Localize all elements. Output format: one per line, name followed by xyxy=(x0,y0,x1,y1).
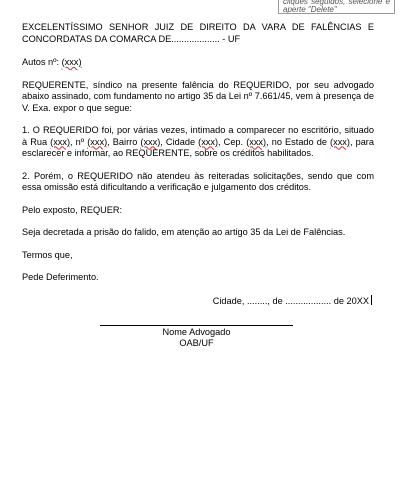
request-paragraph: Seja decretada a prisão do falido, em atenção ao artigo 35 da Lei de Falências. xyxy=(22,227,346,237)
autos-value: (xxx) xyxy=(61,57,82,67)
request-intro: Pelo exposto, REQUER: xyxy=(22,204,123,215)
autos-line xyxy=(22,57,374,69)
date-line xyxy=(22,295,374,308)
signer-oab: OAB/UF xyxy=(179,338,214,348)
item-1-text-e: , Cep. xyxy=(218,136,247,147)
item-1-text-b: , nº xyxy=(70,136,88,147)
placeholder-city: (xxx) xyxy=(198,136,219,147)
item-1-paragraph xyxy=(22,125,374,160)
item-1-text-f: , no Estado de xyxy=(266,136,331,147)
text-cursor xyxy=(371,295,372,305)
date-text: Cidade, ........, de .................. de 20XX xyxy=(212,295,369,306)
item-1-text-g: , para esclarecer e informar, ao REQUERENTE, sobre os créditos habilitados. xyxy=(22,136,374,158)
item-1-text-c: , Bairro xyxy=(107,136,141,147)
document-heading: EXCELENTÍSSIMO SENHOR JUIZ DE DIREITO DA VARA DE FALÊNCIAS E CONCORDATAS DA COMARCA DE................... - UF xyxy=(22,22,374,44)
autos-label: Autos nº: xyxy=(22,57,62,67)
signer-name: Nome Advogado xyxy=(162,327,231,337)
instruction-tip-box xyxy=(278,0,395,14)
closing-request: Pede Deferimento. xyxy=(22,272,99,282)
placeholder-neighborhood: (xxx) xyxy=(140,136,161,147)
signature-line xyxy=(100,325,293,326)
placeholder-state: (xxx) xyxy=(330,136,350,147)
closing-terms: Termos que, xyxy=(22,249,73,260)
item-2-paragraph: 2. Porém, o REQUERIDO não atendeu às reiteradas solicitações, sendo que com essa omissão está dificultando a verificação e julgamento dos créditos. xyxy=(22,170,374,192)
intro-paragraph: REQUERENTE, síndico na presente falência do REQUERIDO, por seu advogado abaixo assinado, com fundamento no artigo 35 da Lei nº 7.661/45, vem à presença de V. Exa. expor o que segue: xyxy=(22,79,374,113)
instruction-tip-text: cliques seguidos, selecione e aperte "Delete" xyxy=(283,0,390,14)
item-1-text-a: 1. O REQUERIDO foi, por várias vezes, intimado a comparecer no escritório, situado à Rua xyxy=(22,125,374,147)
placeholder-street: (xxx) xyxy=(50,136,71,147)
placeholder-number: (xxx) xyxy=(87,136,108,147)
document-body[interactable] xyxy=(22,22,374,307)
item-1-text-d: , Cidade xyxy=(160,136,199,147)
placeholder-cep: (xxx) xyxy=(246,136,267,147)
